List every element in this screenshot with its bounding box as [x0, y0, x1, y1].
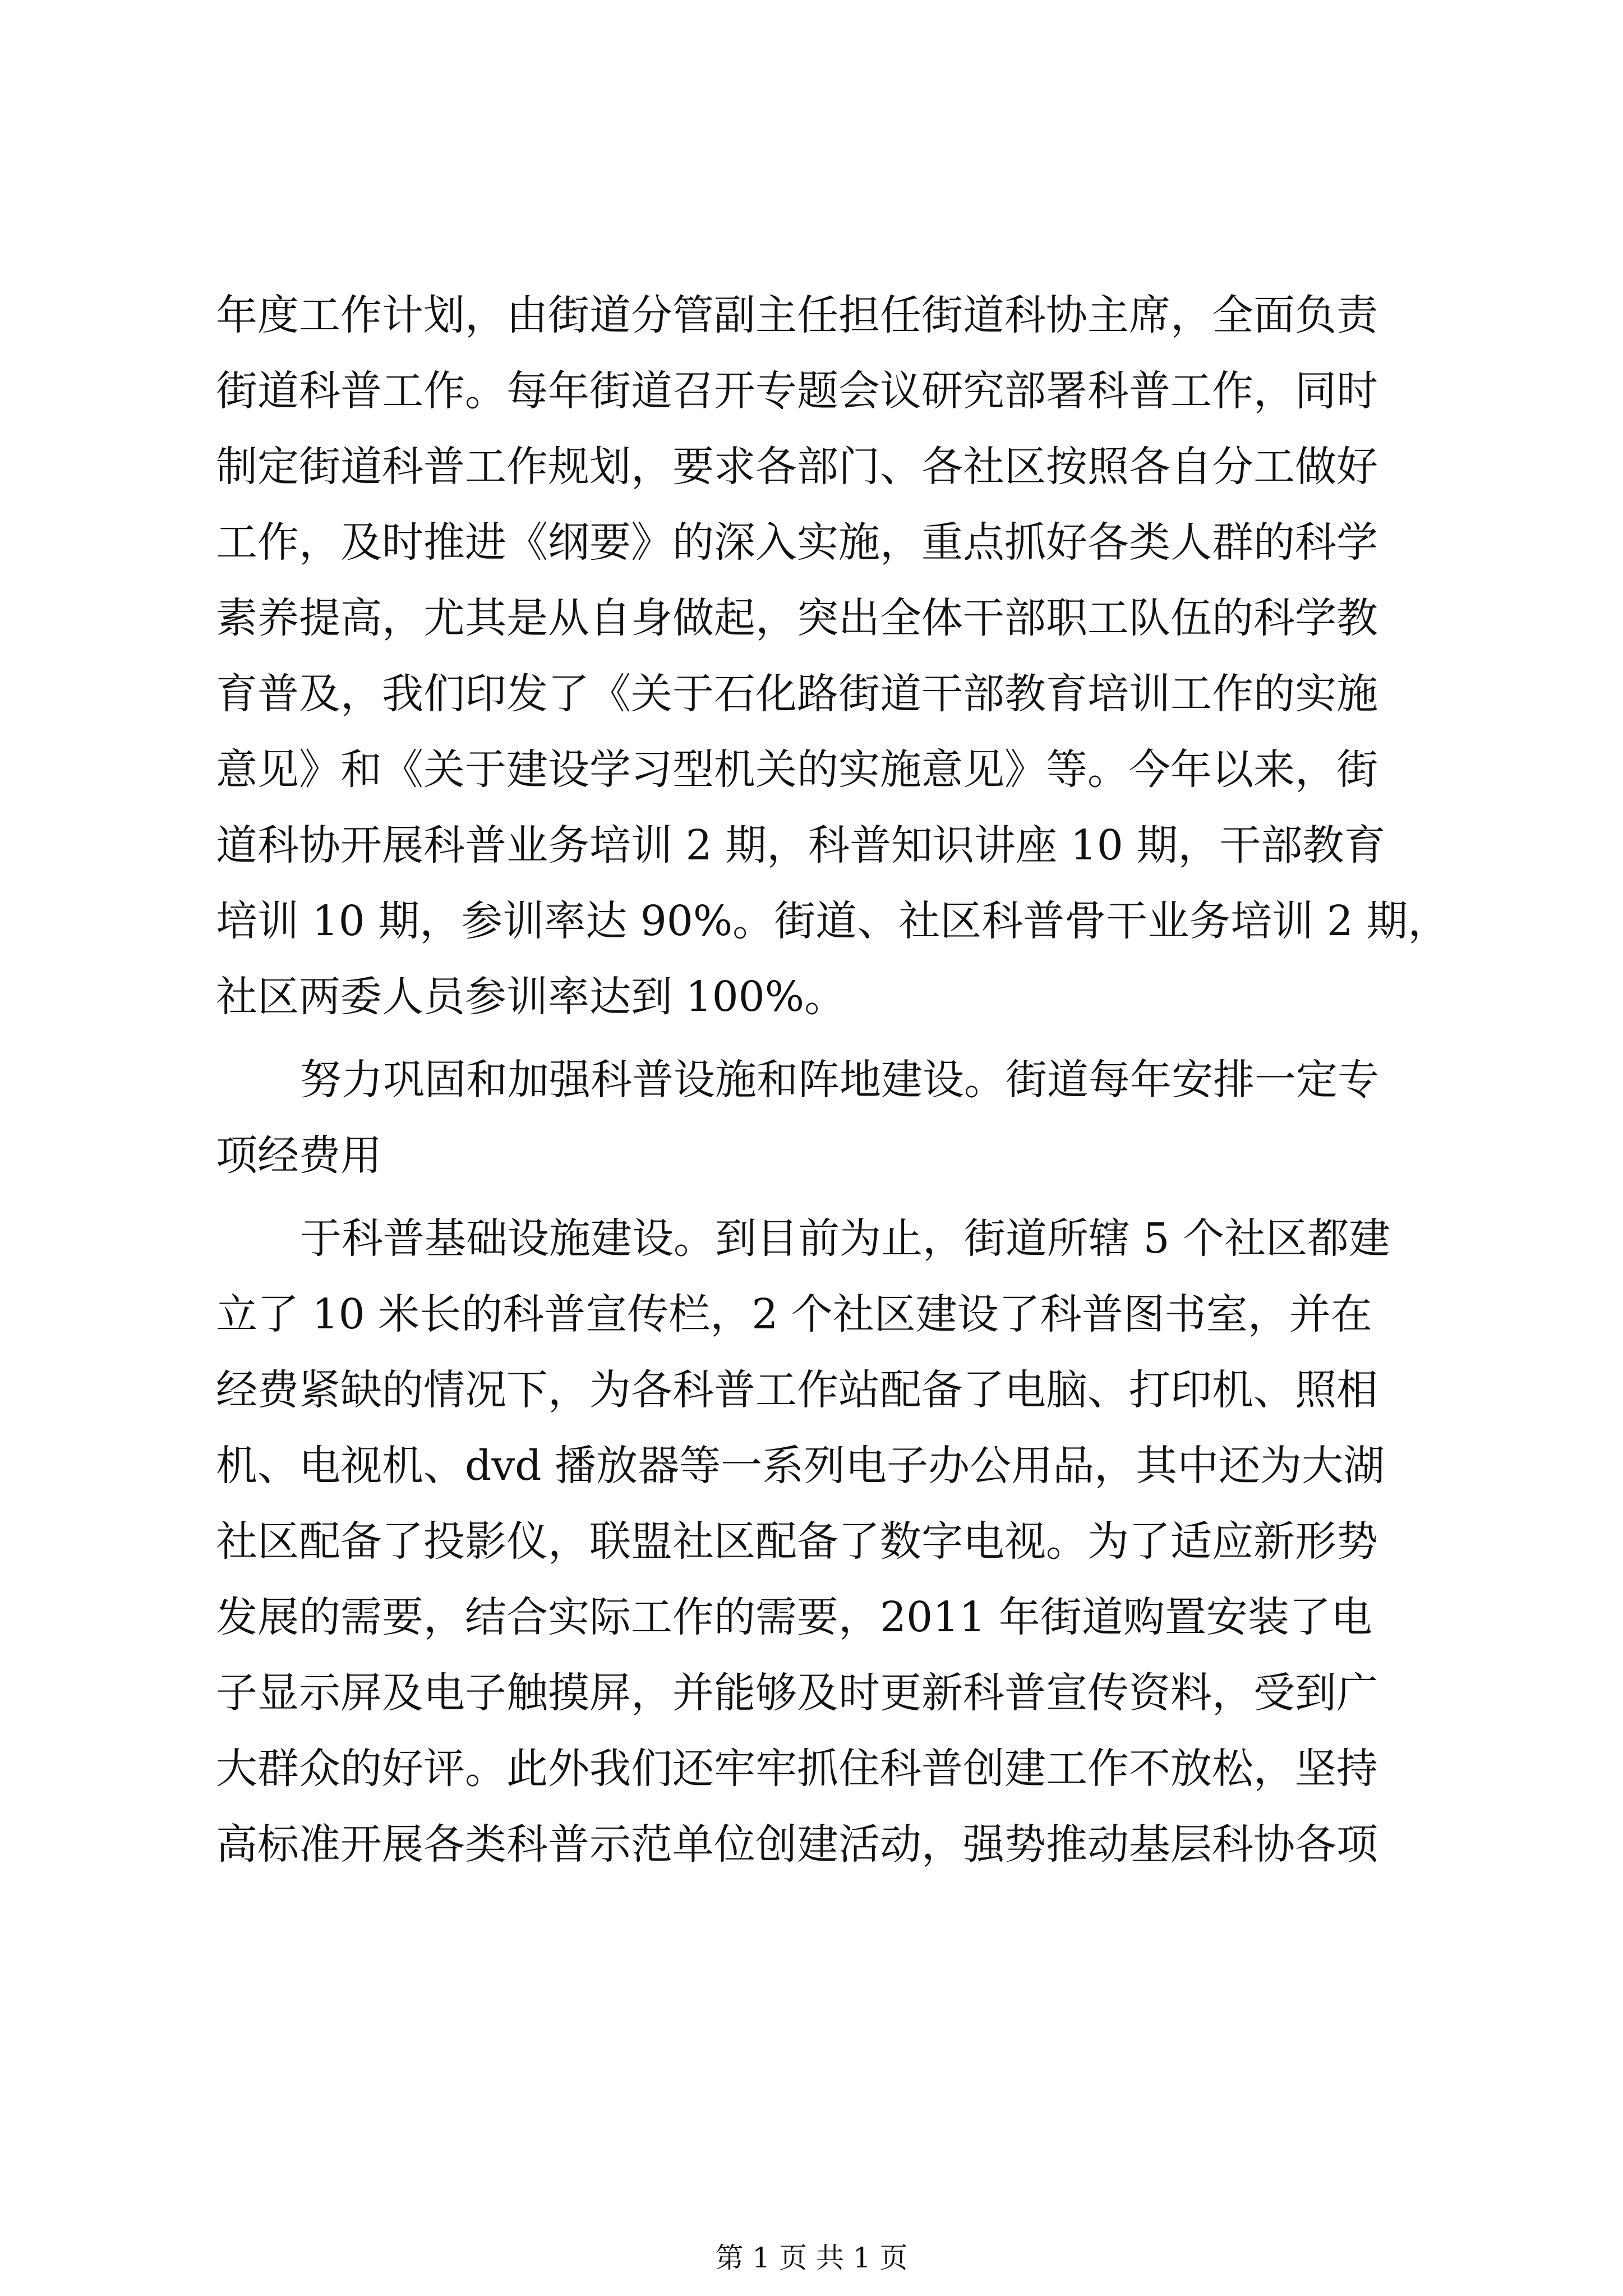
text-line: 高标准开展各类科普示范单位创建活动，强势推动基层科协各项 — [216, 1820, 1378, 1869]
text-line: 工作，及时推进《纲要》的深入实施，重点抓好各类人群的科学 — [216, 518, 1378, 567]
text-line: 培训 10 期，参训率达 90%。街道、社区科普骨干业务培训 2 期， — [216, 897, 1450, 945]
text-line: 育普及，我们印发了《关于石化路街道干部教育培训工作的实施 — [216, 670, 1378, 718]
text-line: 社区两委人员参训率达到 100%。 — [216, 973, 846, 1021]
text-line: 机、电视机、dvd 播放器等一系列电子办公用品，其中还为大湖 — [216, 1442, 1385, 1490]
text-line: 道科协开展科普业务培训 2 期，科普知识讲座 10 期，干部教育 — [216, 821, 1386, 869]
text-line: 意见》和《关于建设学习型机关的实施意见》等。今年以来，街 — [216, 746, 1378, 794]
text-line: 社区配备了投影仪，联盟社区配备了数字电视。为了适应新形势 — [216, 1517, 1378, 1566]
text-line: 项经费用 — [216, 1131, 382, 1180]
text-line: 经费紧缺的情况下，为各科普工作站配备了电脑、打印机、照相 — [216, 1366, 1378, 1414]
text-line: 于科普基础设施建设。到目前为止，街道所辖 5 个社区都建 — [300, 1214, 1391, 1263]
text-line: 年度工作计划，由街道分管副主任担任街道科协主席，全面负责 — [216, 291, 1378, 339]
text-line: 素养提高，尤其是从自身做起，突出全体干部职工队伍的科学教 — [216, 594, 1378, 642]
text-line: 子显示屏及电子触摸屏，并能够及时更新科普宣传资料，受到广 — [216, 1669, 1378, 1717]
text-line: 发展的需要，结合实际工作的需要，2011 年街道购置安装了电 — [216, 1593, 1372, 1641]
text-line: 制定街道科普工作规划，要求各部门、各社区按照各自分工做好 — [216, 443, 1378, 491]
text-line: 街道科普工作。每年街道召开专题会议研究部署科普工作，同时 — [216, 367, 1378, 415]
page-footer: 第 1 页 共 1 页 — [715, 2242, 908, 2274]
text-line: 立了 10 米长的科普宣传栏，2 个社区建设了科普图书室，并在 — [216, 1290, 1372, 1338]
text-line: 大群众的好评。此外我们还牢牢抓住科普创建工作不放松，坚持 — [216, 1745, 1378, 1793]
text-line: 努力巩固和加强科普设施和阵地建设。街道每年安排一定专 — [300, 1056, 1379, 1104]
